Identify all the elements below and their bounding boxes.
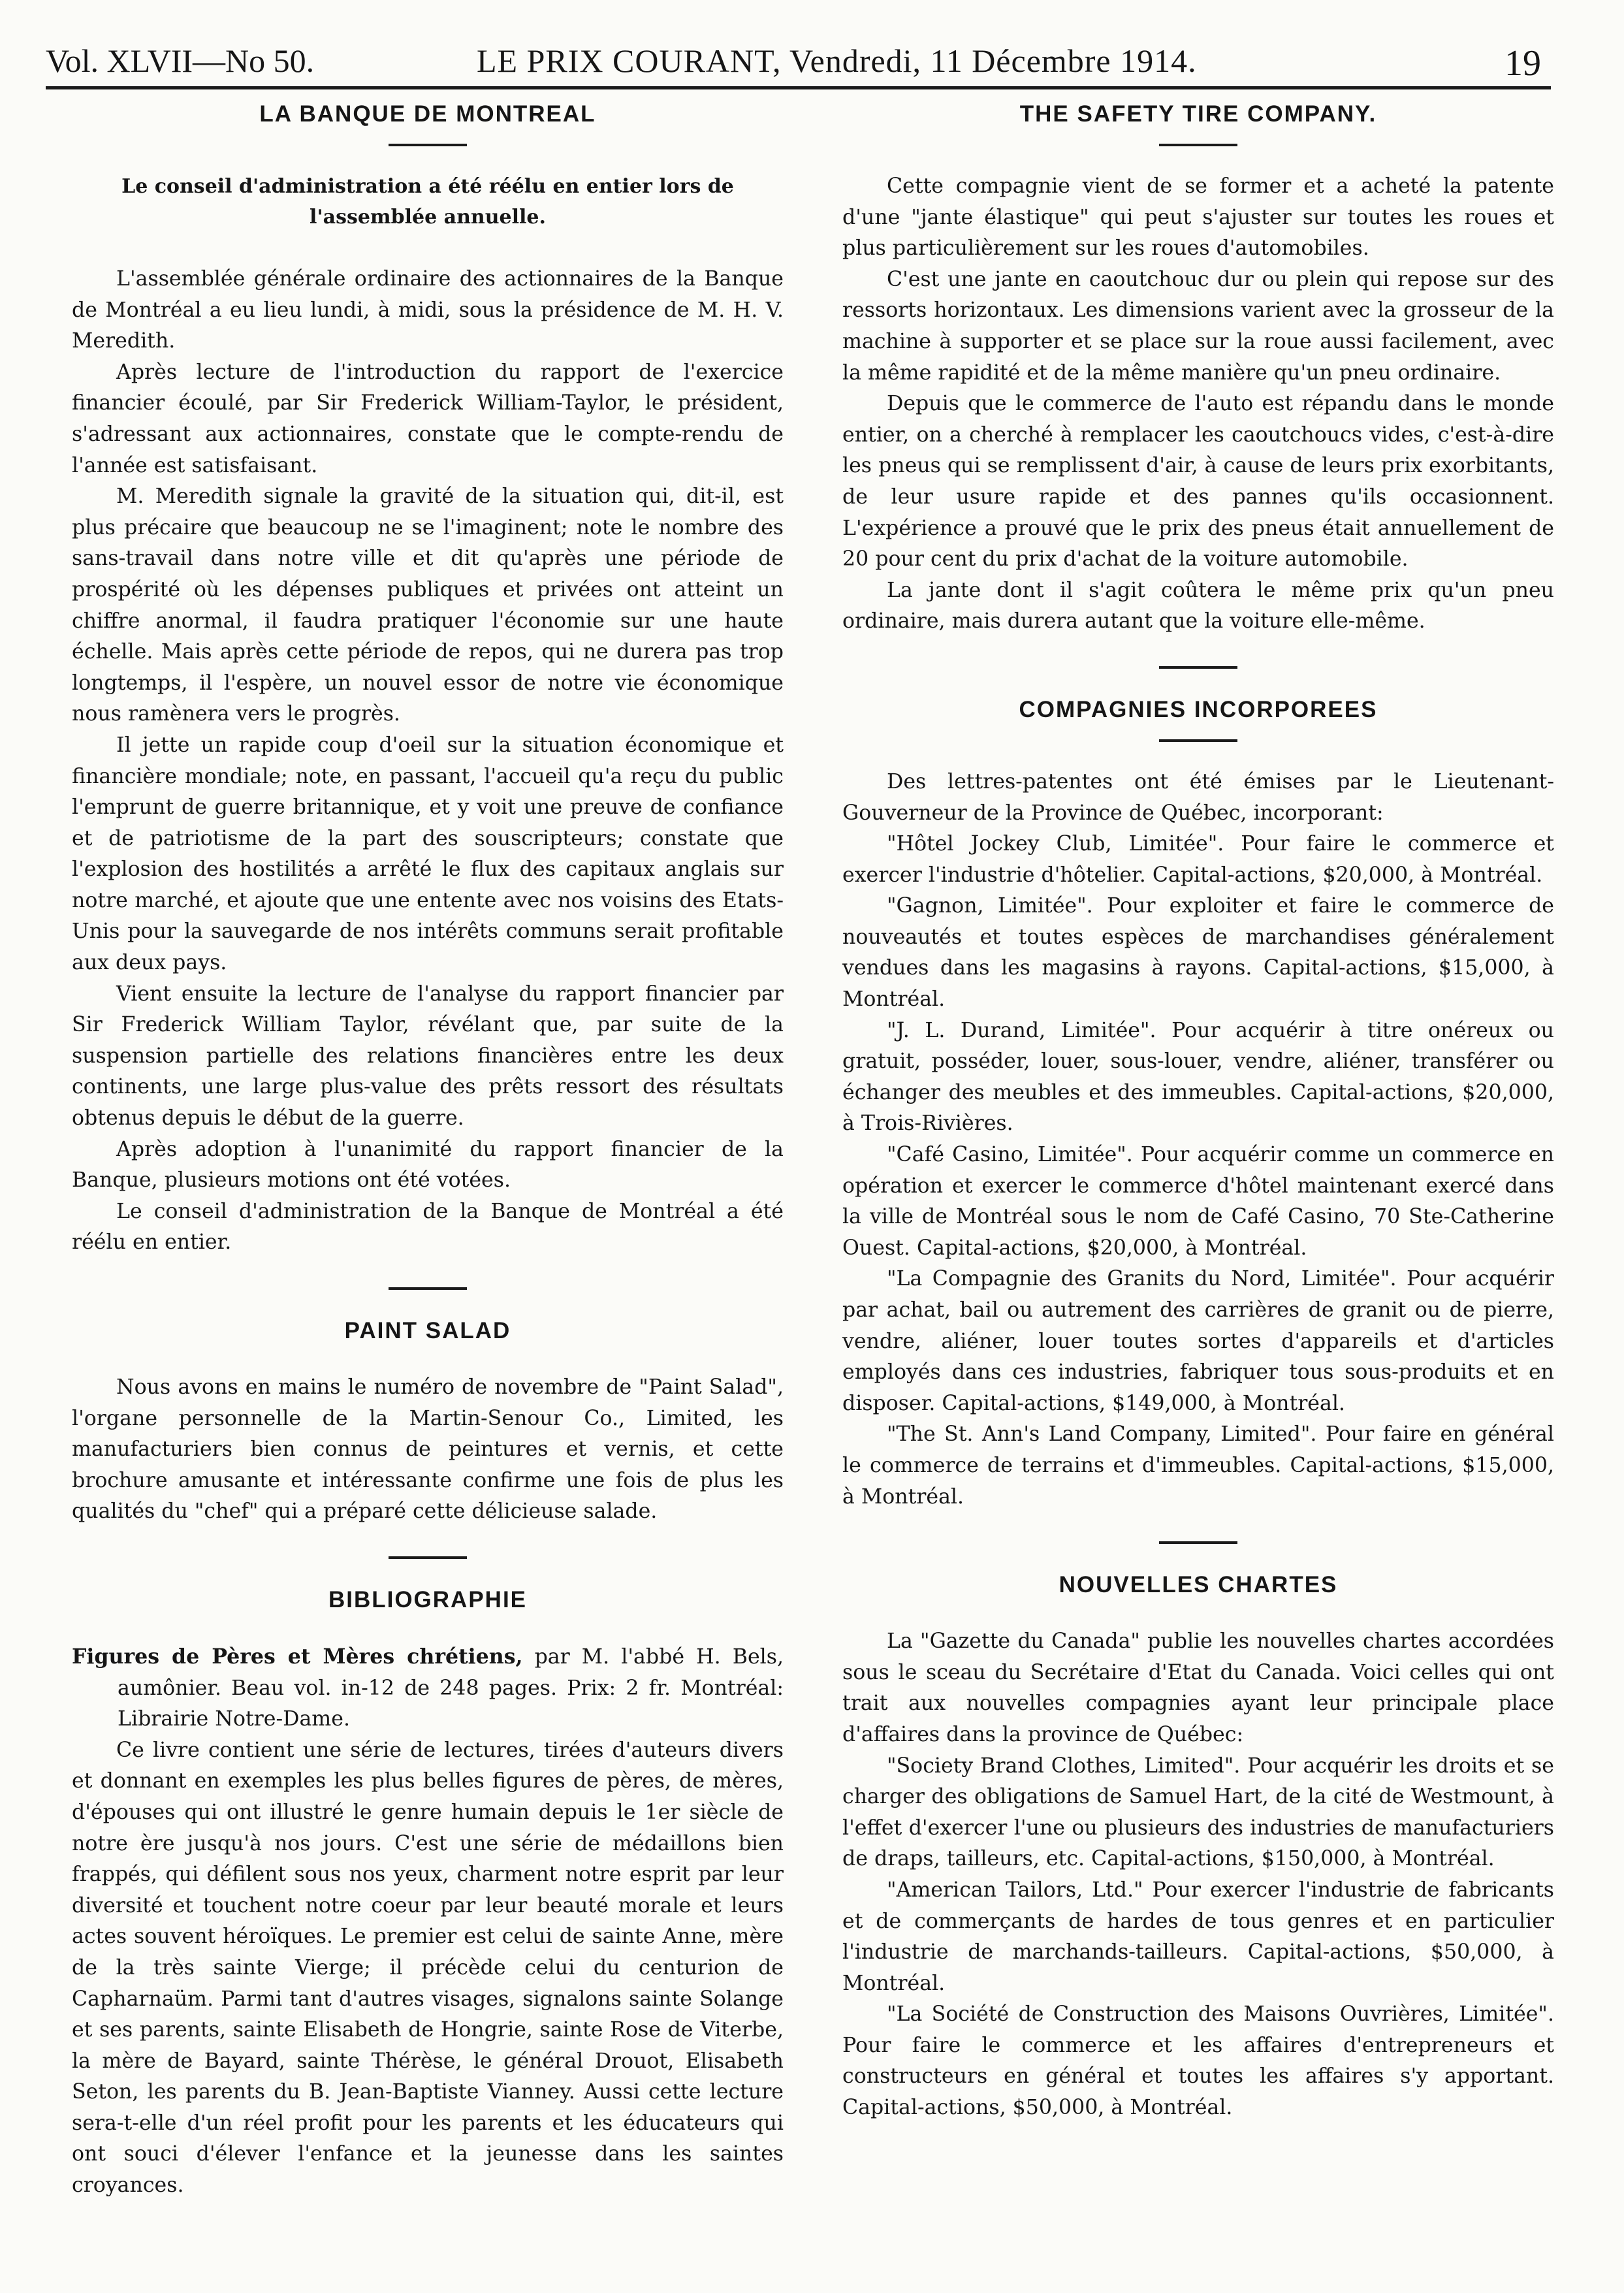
article-nouvelles-chartes: [842, 1541, 1554, 2124]
section-rule: [1159, 1541, 1237, 1544]
paragraph: Le conseil d'administration de la Banque de Montréal a été réélu en entier.: [72, 1199, 784, 1255]
paragraph: La jante dont il s'agit coûtera le même prix qu'un pneu ordinaire, mais durera autant que la voiture elle-même.: [842, 578, 1554, 633]
paragraph: "Café Casino, Limitée". Pour acquérir comme un commerce en opération et exercer le commerce d'hôtel maintenant exercé dans la ville de Montréal sous le nom de Café Casino, 70 Ste-Catherine Ouest. Capital-actions, $20,000, à Montréal.: [842, 1143, 1554, 1260]
paragraph: La "Gazette du Canada" publie les nouvelles chartes accordées sous le sceau du Secrétaire d'Etat du Canada. Voici celles qui ont trait aux nouvelles compagnies ayant leur principale place d'affaires dans la province de Québec:: [842, 1629, 1554, 1746]
section-rule: [1159, 666, 1237, 669]
paragraph: L'assemblée générale ordinaire des actionnaires de la Banque de Montréal a eu lieu lundi, à midi, sous la présidence de M. H. V. Meredith.: [72, 267, 784, 353]
header-rule: [46, 86, 1551, 89]
page-header: [46, 38, 1541, 84]
article-title: NOUVELLES CHARTES: [1059, 1572, 1338, 1598]
article-title: LA BANQUE DE MONTREAL: [259, 101, 596, 127]
paragraph: Après lecture de l'introduction du rapport de l'exercice financier écoulé, par Sir Frederick William-Taylor, le président, s'adressant aux actionnaires, constate que le compte-rendu de l'année est satisfaisant.: [72, 360, 784, 477]
paragraph: "Society Brand Clothes, Limited". Pour acquérir les droits et se charger des obligations de Samuel Hart, de la cité de Westmount, à l'effet d'exercer l'une ou plusieurs des industries de manufacturiers de draps, tailleurs, etc. Capital-actions, $150,000, à Montréal.: [842, 1754, 1554, 1871]
paragraph: Des lettres-patentes ont été émises par le Lieutenant-Gouverneur de la Province de Québec, incorporant:: [842, 769, 1554, 825]
article-paint-salad: [72, 1287, 784, 1528]
article-title: COMPAGNIES INCORPOREES: [1019, 696, 1378, 722]
article-bibliographie: [72, 1556, 784, 2202]
article-banque-de-montreal: [72, 98, 784, 1259]
publication-title: LE PRIX COURANT, Vendredi, 11 Décembre 1914.: [477, 42, 1197, 79]
title-rule: [1159, 739, 1237, 742]
paragraph: Depuis que le commerce de l'auto est répandu dans le monde entier, on a cherché à remplacer les caoutchoucs vides, c'est-à-dire les pneus qui se remplissent d'air, à cause de leurs prix exorbitants, de leur usure rapide et des pannes qu'ils occasionnent. L'expérience a prouvé que le prix des pneus était annuellement de 20 pour cent du prix d'achat de la voiture automobile.: [842, 392, 1554, 571]
right-column: [842, 98, 1554, 2124]
article-subtitle: Le conseil d'administration a été réélu en entier lors de l'assemblée annuelle.: [121, 175, 734, 229]
paragraph: C'est une jante en caoutchouc dur ou plein qui repose sur des ressorts horizontaux. Les dimensions varient avec la grosseur de la machine à supporter et se place sur la roue aussi facilement, avec la même rapidité et de la même manière qu'un pneu ordinaire.: [842, 267, 1554, 385]
section-rule: [389, 1287, 467, 1290]
article-title: THE SAFETY TIRE COMPANY.: [1019, 101, 1377, 127]
title-rule: [1159, 144, 1237, 146]
paragraph: M. Meredith signale la gravité de la situation qui, dit-il, est plus précaire que beaucoup ne se l'imaginent; note le nombre des sans-travail dans notre ville et dit qu'après une période de prospérité où les dépenses publiques et privées ont atteint un chiffre anormal, il faudra pratiquer l'économie sur une haute échelle. Mais après cette période de repos, qui ne durera pas trop longtemps, il l'espère, un nouvel essor de notre vie économique nous ramènera vers le progrès.: [72, 485, 784, 726]
paragraph: Nous avons en mains le numéro de novembre de "Paint Salad", l'organe personnelle de la Martin-Senour Co., Limited, les manufacturiers bien connus de peintures et vernis, et cette brochure amusante et intéressante confirme une fois de plus les qualités du "chef" qui a préparé cette délicieuse salade.: [72, 1375, 784, 1524]
left-column: [72, 98, 784, 2202]
page-number: 19: [1505, 43, 1541, 84]
paragraph: Vient ensuite la lecture de l'analyse du rapport financier par Sir Frederick William Taylor, révélant que, par suite de la suspension partielle des relations financières entre les deux continents, une large plus-value des prêts ressort des résultats obtenus depuis le début de la guerre.: [72, 982, 784, 1130]
book-title: Figures de Pères et Mères chrétiens,: [72, 1644, 523, 1669]
paragraph: Après adoption à l'unanimité du rapport financier de la Banque, plusieurs motions ont été votées.: [72, 1137, 784, 1193]
paragraph: "American Tailors, Ltd." Pour exercer l'industrie de fabricants et de commerçants de hardes de tous genres et en particulier l'industrie de marchands-tailleurs. Capital-actions, $50,000, à Montréal.: [842, 1878, 1554, 1995]
book-details: par M. l'abbé H. Bels, aumônier. Beau vol. in-12 de 248 pages. Prix: 2 fr. Montréal: Librairie Notre-Dame.: [118, 1644, 784, 1731]
paragraph: Ce livre contient une série de lectures, tirées d'auteurs divers et donnant en exemples les plus belles figures de pères, de mères, d'épouses qui ont illustré le genre humain depuis le 1er siècle de notre ère jusqu'à nos jours. C'est une série de médaillons bien frappés, qui défilent sous nos yeux, charment notre esprit par leur diversité et touchent notre coeur par leur beauté morale et leurs actes souvent héroïques. Le premier est celui de sainte Anne, mère de la très sainte Vierge; il précède celui du centurion de Capharnaüm. Parmi tant d'autres visages, signalons sainte Solange et ses parents, sainte Elisabeth de Hongrie, sainte Rose de Viterbe, la mère de Bayard, sainte Thérèse, le général Drouot, Elisabeth Seton, les parents du B. Jean-Baptiste Vianney. Aussi cette lecture sera-t-elle d'un réel profit pour les parents et les éducateurs qui ont souci d'élever l'enfance et la jeunesse dans les saintes croyances.: [72, 1738, 784, 2198]
paragraph: "Hôtel Jockey Club, Limitée". Pour faire le commerce et exercer l'industrie d'hôtelier. Capital-actions, $20,000, à Montréal.: [842, 832, 1554, 887]
paragraph: Cette compagnie vient de se former et a acheté la patente d'une "jante élastique" qui peut s'ajuster sur toutes les roues et plus particulièrement sur les roues d'automobiles.: [842, 174, 1554, 261]
article-title: PAINT SALAD: [344, 1318, 511, 1343]
article-compagnies-incorporees: [842, 666, 1554, 1513]
article-safety-tire: [842, 98, 1554, 637]
paragraph: "La Compagnie des Granits du Nord, Limitée". Pour acquérir par achat, bail ou autrement des carrières de granit ou de pierre, vendre, aliéner, louer toutes sortes d'appareils et d'articles employés dans ces industries, fabriquer tous sous-produits et en disposer. Capital-actions, $149,000, à Montréal.: [842, 1267, 1554, 1415]
paragraph: "The St. Ann's Land Company, Limited". Pour faire en général le commerce de terrains et d'immeubles. Capital-actions, $15,000, à Montréal.: [842, 1422, 1554, 1509]
paragraph: Il jette un rapide coup d'oeil sur la situation économique et financière mondiale; note, en passant, l'accueil qu'a reçu du public l'emprunt de guerre britannique, et y voit une preuve de confiance et de patriotisme de la part des souscripteurs; constate que l'explosion des hostilités a arrêté le flux des capitaux anglais sur notre marché, et ajoute que une entente avec nos voisins des Etats-Unis pour la sauvegarde de nos intérêts communs serait profitable aux deux pays.: [72, 733, 784, 975]
paragraph: "J. L. Durand, Limitée". Pour acquérir à titre onéreux ou gratuit, posséder, louer, sous-louer, vendre, aliéner, transférer ou échanger des meubles et des immeubles. Capital-actions, $20,000, à Trois-Rivières.: [842, 1018, 1554, 1136]
title-rule: [389, 144, 467, 146]
volume-number: Vol. XLVII—No 50.: [46, 42, 315, 79]
paragraph: "La Société de Construction des Maisons Ouvrières, Limitée". Pour faire le commerce et les affaires d'entrepreneurs et constructeurs en général et toutes les affaires s'y apportant. Capital-actions, $50,000, à Montréal.: [842, 2002, 1554, 2120]
article-title: BIBLIOGRAPHIE: [328, 1586, 528, 1612]
section-rule: [389, 1556, 467, 1559]
book-reference: [72, 1641, 784, 1735]
paragraph: "Gagnon, Limitée". Pour exploiter et faire le commerce de nouveautés et toutes espèces de marchandises généralement vendues dans les magasins à rayons. Capital-actions, $15,000, à Montréal.: [842, 894, 1554, 1012]
